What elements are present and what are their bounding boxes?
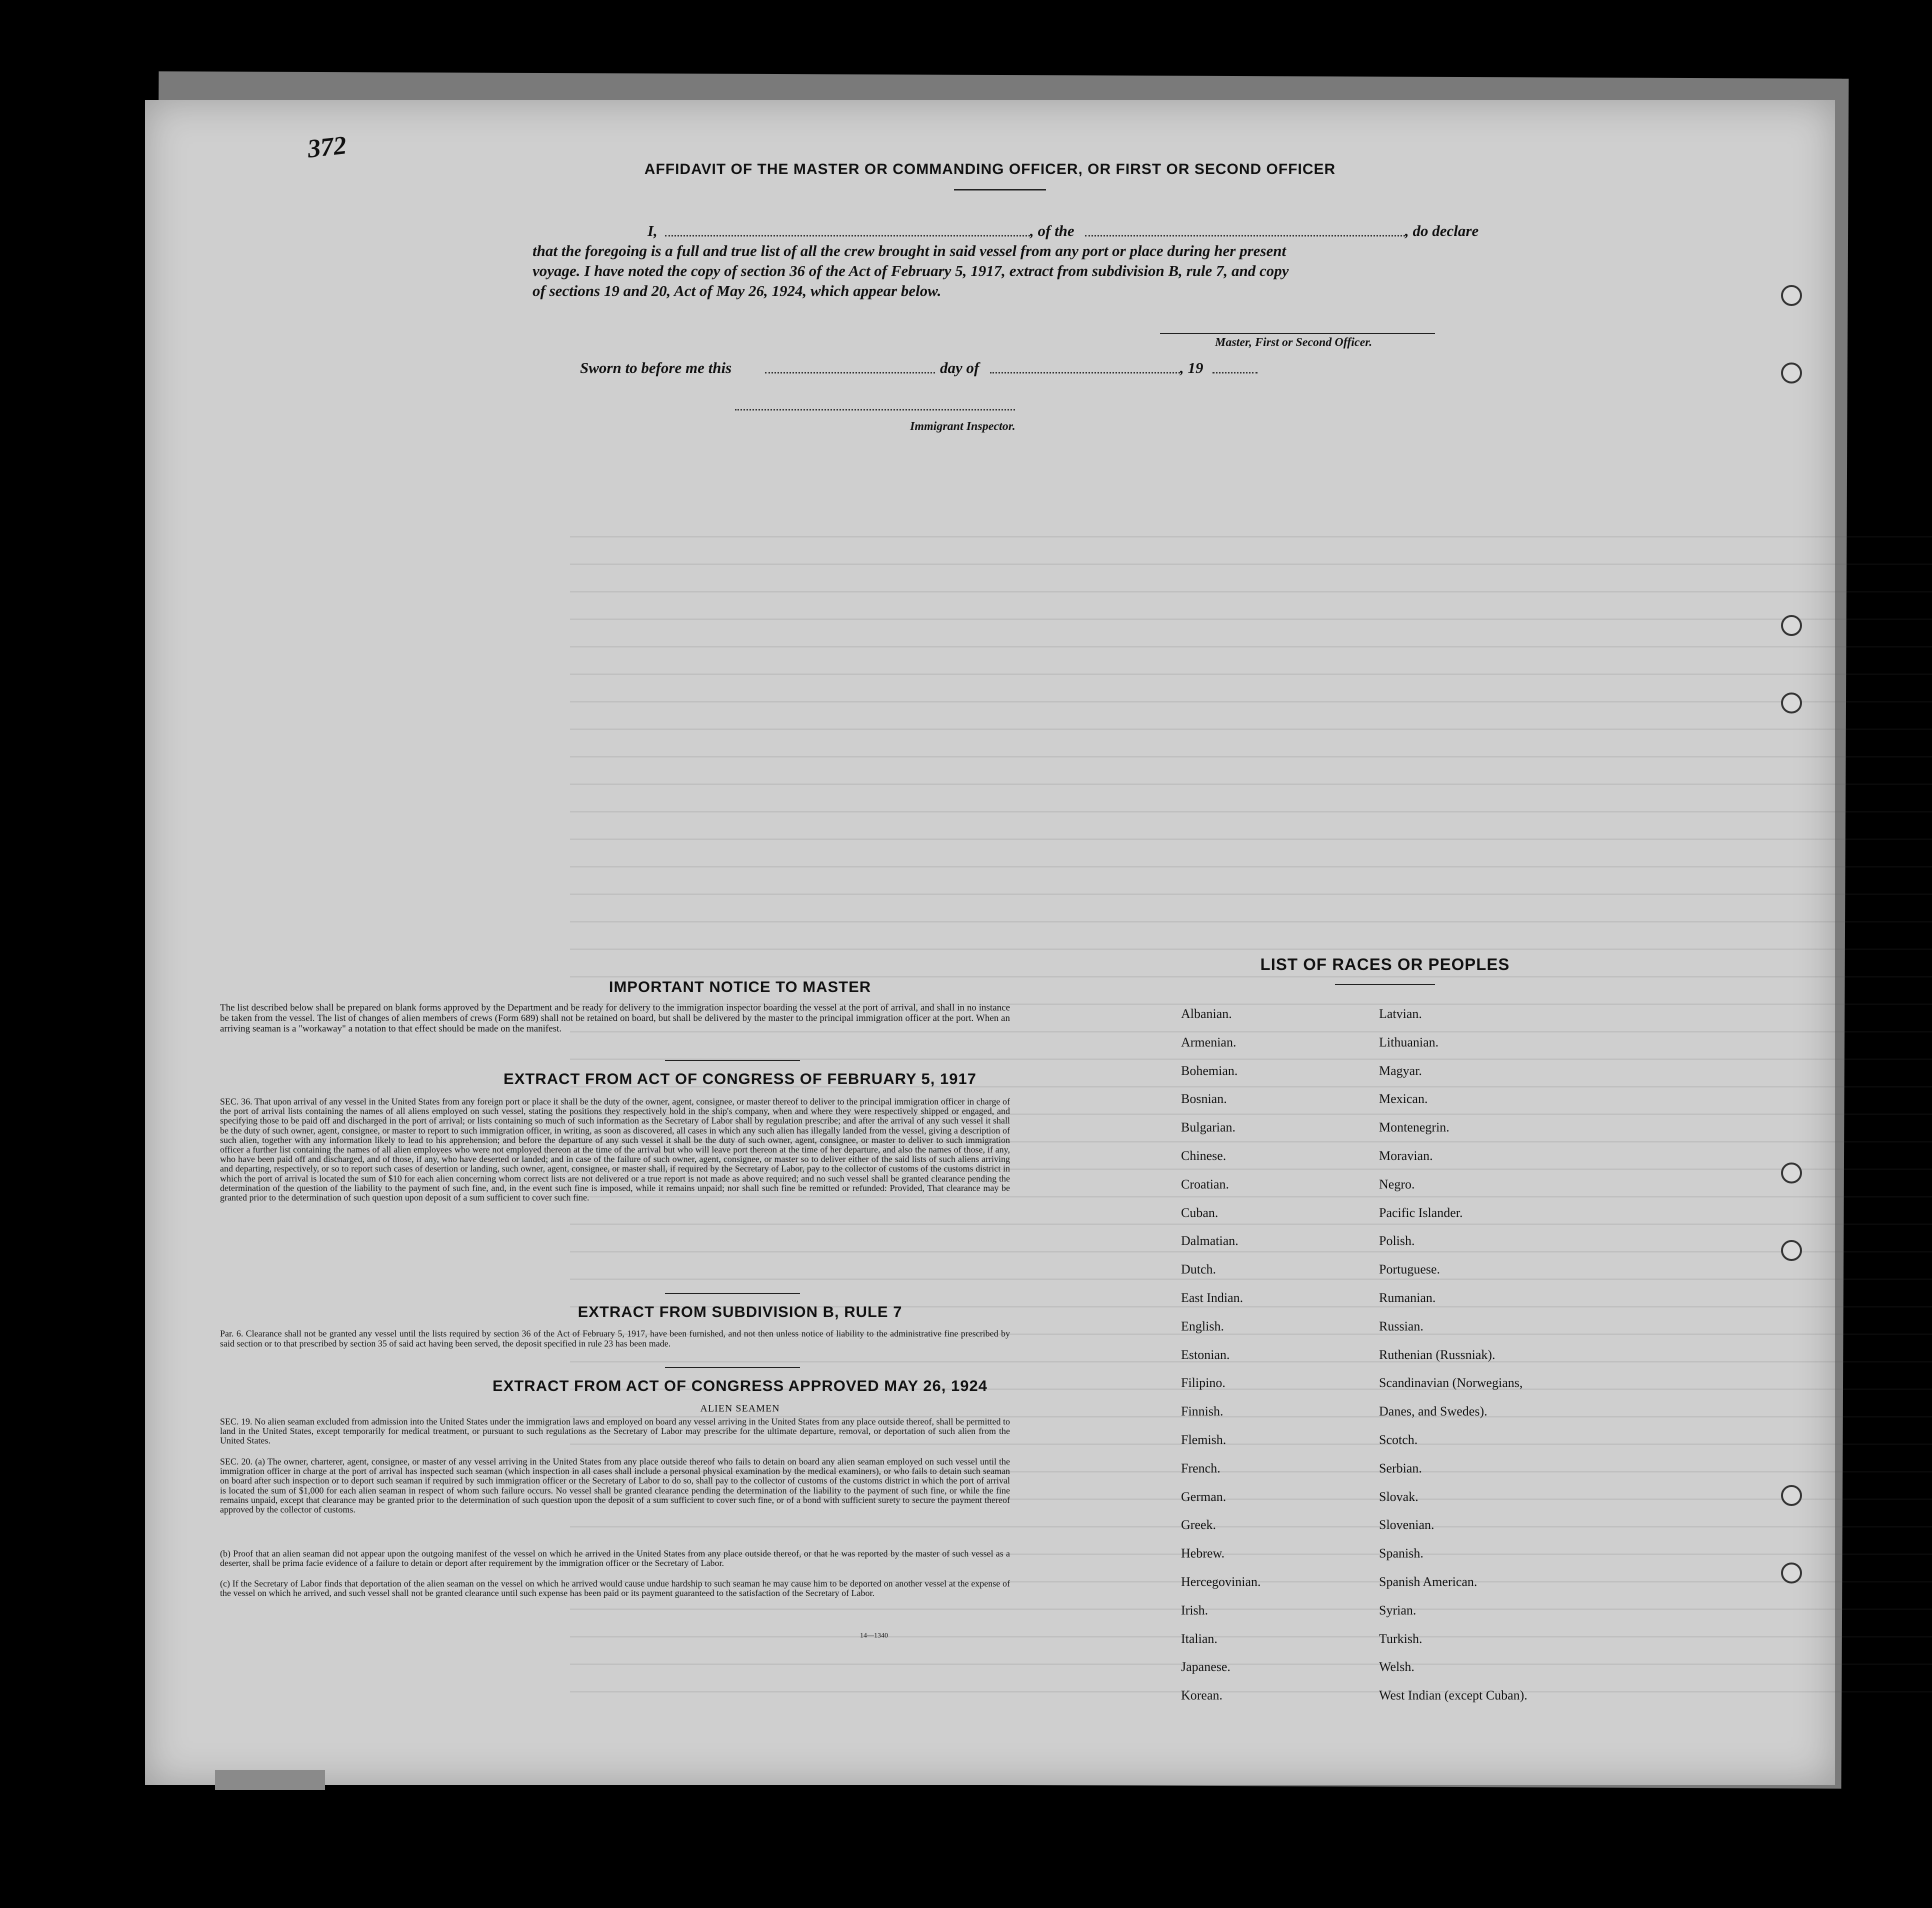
month-blank: [990, 372, 1180, 374]
race-item: Spanish.: [1379, 1546, 1424, 1561]
affidavit-declare: , do declare: [1405, 222, 1479, 240]
rule7-title: EXTRACT FROM SUBDIVISION B, RULE 7: [578, 1303, 902, 1320]
race-item: East Indian.: [1181, 1290, 1244, 1305]
signature-line: [1160, 333, 1435, 334]
race-item: Magyar.: [1379, 1063, 1422, 1078]
binding-hole: [1781, 615, 1802, 636]
affidavit-line-4: of sections 19 and 20, Act of May 26, 1924, which appear below.: [532, 282, 942, 300]
race-item: Korean.: [1181, 1688, 1223, 1703]
race-item: Ruthenian (Russniak).: [1379, 1347, 1496, 1362]
binding-hole: [1781, 1562, 1802, 1584]
inspector-label: Immigrant Inspector.: [910, 420, 1016, 433]
race-item: Bohemian.: [1181, 1063, 1238, 1078]
race-item: Negro.: [1379, 1176, 1415, 1192]
race-item: Welsh.: [1379, 1660, 1414, 1674]
act-1917-title: EXTRACT FROM ACT OF CONGRESS OF FEBRUARY 5, 1917: [504, 1070, 976, 1088]
binding-hole: [1781, 1240, 1802, 1261]
race-item: Pacific Islander.: [1379, 1205, 1463, 1220]
affidavit-line-2: that the foregoing is a full and true list of all the crew brought in said vessel from any port or place during her present: [532, 242, 1286, 260]
act-1924-sec20c: (c) If the Secretary of Labor finds that deportation of the alien seaman on the vessel on which he arrived would cause undue hardship to such seaman he may cause him to be deported on another vessel at the expense of the vessel on which he arrived, and such vessel shall not be granted clearance until such expense has been paid or its payment guaranteed to the satisfaction of the Secretary of Labor.: [220, 1578, 1010, 1598]
race-item: English.: [1181, 1318, 1224, 1334]
race-item: Spanish American.: [1379, 1574, 1478, 1589]
race-item: Danes, and Swedes).: [1379, 1404, 1488, 1419]
races-right-column: [1379, 1000, 1528, 1710]
race-item: Lithuanian.: [1379, 1034, 1439, 1050]
act-1924-sec19: SEC. 19. No alien seaman excluded from admission into the United States under the immigration laws and employed on board any vessel arriving in the United States from any place outside thereof, shall be permitted to land in the United States, except temporarily for medical treatment, or pursuant to such regulations as the Secretary of Labor may prescribe for the ultimate departure, removal, or deportation of such alien from the United States.: [220, 1416, 1010, 1446]
race-item: West Indian (except Cuban).: [1379, 1688, 1528, 1703]
act-1917-body: SEC. 36. That upon arrival of any vessel in the United States from any foreign port or place it shall be the duty of the owner, agent, consignee, or master thereof to deliver to the principal immigration officer in charge of the port of arrival lists containing the names of all aliens employed on such vessel, stating the positions they respectively hold in the ship's company, when and where they were respectively shipped or engaged, and specifying those to be paid off and discharged in the port of arrival; or lists containing so much of such information as the Secretary of Labor shall by regulation prescribe; and after the arrival of any such vessel it shall be the duty of such owner, agent, consignee, or master to report to such immigration officer, in writing, as soon as discovered, all cases in which any such alien has illegally landed from the vessel, giving a description of such alien, together with any information likely to lead to his apprehension; and before the departure of any such vessel it shall be the duty of such owner, agent, consignee, or master to deliver to such immigration officer a further list containing the names of all alien employees who were not employed thereon at the time of the arrival but who will leave port thereon at the time of her departure, and also the names of those, if any, who have been paid off and discharged, and of those, if any, who have deserted or landed; and in case of the failure of such owner, agent, consignee, or master so to deliver either of the said lists of such aliens arriving and departing, respectively, or so to report such cases of desertion or landing, such owner, agent, consignee, or master shall, if required by the Secretary of Labor, pay to the collector of customs of the customs district in which the port of arrival is located the sum of $10 for each alien concerning whom correct lists are not delivered or a true report is not made as above required; and no such vessel shall be granted clearance pending the determination of the question of the liability to the payment of such fine, and, in the event such fine is imposed, while it remains unpaid; nor shall such fine be remitted or refunded: Provided, That clearance may be granted prior to the determination of such question upon deposit of a sum sufficient to cover such fine.: [220, 1096, 1010, 1203]
race-item: Montenegrin.: [1379, 1120, 1450, 1135]
inspector-signature-line: [735, 409, 1015, 410]
race-item: Dalmatian.: [1181, 1234, 1238, 1248]
divider: [665, 1367, 800, 1368]
affidavit-of-the: , of the: [1030, 222, 1074, 240]
act-1924-subtitle: ALIEN SEAMEN: [700, 1403, 780, 1414]
manifest-page: [145, 100, 1835, 1785]
races-title: LIST OF RACES OR PEOPLES: [1260, 955, 1510, 974]
race-item: Bosnian.: [1181, 1092, 1227, 1106]
vessel-blank: [1085, 235, 1405, 236]
race-item: Russian.: [1379, 1318, 1424, 1334]
page-number-mark: 372: [306, 131, 348, 164]
race-item: Latvian.: [1379, 1006, 1422, 1021]
race-item: Armenian.: [1181, 1034, 1236, 1050]
act-1924-title: EXTRACT FROM ACT OF CONGRESS APPROVED MAY 26, 1924: [492, 1377, 988, 1394]
act-1924-sec20a: SEC. 20. (a) The owner, charterer, agent, consignee, or master of any vessel arriving in the United States from any place outside thereof who fails to detain on board any alien seaman employed on such vessel until the immigration officer in charge at the port of arrival has inspected such seaman (which inspection in all cases shall include a personal physical examination by the medical examiners), or who fails to detain such seaman on board after such inspection or to deport such seaman if required by such immigration officer or the Secretary of Labor to do so, shall pay to the collector of customs of the customs district in which the port of arrival is located the sum of $1,000 for each alien seaman in respect of whom such failure occurs. No vessel shall be granted clearance pending the determination of the liability to the payment of such fine, or while the fine remains unpaid, except that clearance may be granted prior to the determination of such question upon the deposit of a sum sufficient to cover such fine, or of a bond with sufficient surety to secure the payment thereof approved by the collector of customs.: [220, 1456, 1010, 1515]
race-item: Polish.: [1379, 1234, 1415, 1248]
rule7-body: Par. 6. Clearance shall not be granted any vessel until the lists required by section 36 of the Act of February 5, 1917, have been furnished, and not then unless notice of liability to the administrative fine prescribed by said section or to that prescribed by section 35 of said act having been served, the deposit specified in rule 23 has been made.: [220, 1328, 1010, 1348]
binding-strip: [215, 1770, 325, 1790]
race-item: French.: [1181, 1460, 1220, 1476]
signature-label: Master, First or Second Officer.: [1215, 336, 1372, 349]
race-item: Chinese.: [1181, 1148, 1226, 1163]
race-item: Rumanian.: [1379, 1290, 1436, 1305]
race-item: Croatian.: [1181, 1176, 1230, 1192]
day-blank: [765, 372, 935, 374]
affidavit-title: AFFIDAVIT OF THE MASTER OR COMMANDING OFFICER, OR FIRST OR SECOND OFFICER: [644, 161, 1336, 178]
race-item: Slovak.: [1379, 1489, 1418, 1504]
race-item: Finnish.: [1181, 1404, 1224, 1419]
act-1924-sec20b: (b) Proof that an alien seaman did not appear upon the outgoing manifest of the vessel on which he arrived in the United States from any place outside thereof, or that he was reported by the master of such vessel as a deserter, shall be prima facie evidence of a failure to detain or deport after requirement by the immigration officer or the Secretary of Labor.: [220, 1548, 1010, 1568]
form-number: 14—1340: [860, 1632, 888, 1640]
affidavit-line-3: voyage. I have noted the copy of section 36 of the Act of February 5, 1917, extract from subdivision B, rule 7, and copy: [532, 262, 1289, 280]
notice-body: The list described below shall be prepared on blank forms approved by the Department and be ready for delivery to the immigration inspector boarding the vessel at the port of arrival, and shall in no instance be taken from the vessel. The list of changes of alien members of crews (Form 689) shall not be retained on board, but shall be delivered by the master to the principal immigration officer at the port. When an arriving seaman is a "workaway" a notation to that effect should be made on the manifest.: [220, 1002, 1010, 1034]
race-item: Irish.: [1181, 1602, 1208, 1618]
name-blank: [665, 235, 1030, 236]
notice-title: IMPORTANT NOTICE TO MASTER: [608, 978, 872, 996]
race-item: Mexican.: [1379, 1092, 1428, 1106]
sworn-text: Sworn to before me this: [580, 359, 732, 376]
race-item: Greek.: [1181, 1518, 1216, 1532]
race-item: Bulgarian.: [1181, 1120, 1236, 1135]
year-blank: [1212, 372, 1258, 374]
races-left-column: [1181, 1000, 1261, 1710]
binding-hole: [1781, 692, 1802, 714]
race-item: Filipino.: [1181, 1376, 1226, 1390]
day-of: day of: [940, 359, 980, 376]
race-item: Moravian.: [1379, 1148, 1433, 1163]
race-item: Syrian.: [1379, 1602, 1416, 1618]
affidavit-i: I,: [648, 222, 658, 240]
race-item: Dutch.: [1181, 1262, 1216, 1277]
race-item: Italian.: [1181, 1631, 1218, 1646]
race-item: Serbian.: [1379, 1460, 1422, 1476]
race-item: Turkish.: [1379, 1631, 1422, 1646]
binding-hole: [1781, 362, 1802, 384]
race-item: Japanese.: [1181, 1660, 1230, 1674]
binding-hole: [1781, 285, 1802, 306]
divider: [665, 1060, 800, 1061]
divider: [665, 1293, 800, 1294]
race-item: German.: [1181, 1489, 1226, 1504]
race-item: Estonian.: [1181, 1347, 1230, 1362]
race-item: Albanian.: [1181, 1006, 1232, 1021]
race-item: Slovenian.: [1379, 1518, 1434, 1532]
race-item: Scandinavian (Norwegians,: [1379, 1376, 1523, 1390]
race-item: Scotch.: [1379, 1432, 1418, 1447]
race-item: Hercegovinian.: [1181, 1574, 1261, 1589]
binding-hole: [1781, 1162, 1802, 1184]
binding-hole: [1781, 1485, 1802, 1506]
race-item: Flemish.: [1181, 1432, 1226, 1447]
divider: [954, 189, 1046, 190]
year-label: , 19: [1180, 359, 1204, 376]
race-item: Hebrew.: [1181, 1546, 1225, 1561]
race-item: Cuban.: [1181, 1205, 1218, 1220]
race-item: Portuguese.: [1379, 1262, 1440, 1277]
divider: [1335, 984, 1435, 985]
